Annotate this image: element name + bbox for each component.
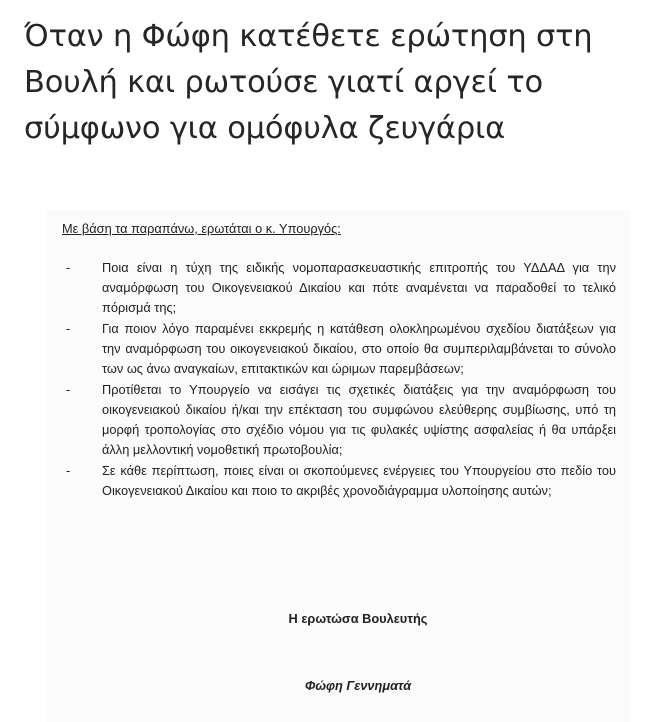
- question-text: Προτίθεται το Υπουργείο να εισάγει τις σχετικές διατάξεις για την αναμόρφωση του οικογενειακού δικαίου ή/και την επέκταση του συμφώνου ελεύθερης συμβίωσης, υπό τη μορφή τροπολογίας στο σχέδιο νόμου για τις φυλακές υψίστης ασφαλείας ή θα υπάρξει άλλη μελλοντική νομοθετική πρωτοβουλία;: [102, 382, 616, 457]
- bullet-dash: -: [66, 321, 71, 336]
- question-item: [46, 319, 630, 379]
- question-item: [46, 258, 630, 318]
- signature-title: Η ερωτώσα Βουλευτής: [288, 611, 428, 626]
- document-scan: [46, 210, 630, 722]
- question-item: [46, 380, 630, 460]
- bullet-dash: -: [66, 382, 71, 397]
- signature-name: Φώφη Γεννηματά: [304, 678, 412, 693]
- article-headline: [24, 14, 629, 152]
- bullet-dash: -: [66, 260, 71, 275]
- headline-line-2: Βουλή και ρωτούσε γιατί αργεί το: [24, 65, 543, 100]
- question-text: Σε κάθε περίπτωση, ποιες είναι οι σκοπούμενες ενέργειες του Υπουργείου στο πεδίο του Οικογενειακού Δικαίου και ποιο το ακριβές χρονοδιάγραμμα υλοποίησης αυτών;: [102, 463, 616, 498]
- question-list: [46, 258, 630, 502]
- headline-line-3: σύμφωνο για ομόφυλα ζευγάρια: [24, 111, 506, 146]
- document-intro: Με βάση τα παραπάνω, ερωτάται ο κ. Υπουργός:: [62, 221, 341, 236]
- question-text: Ποια είναι η τύχη της ειδικής νομοπαρασκευαστικής επιτροπής του ΥΔΔΑΔ για την αναμόρφωση του Οικογενειακού Δικαίου και πότε αναμένεται να παραδοθεί το τελικό πόρισμά της;: [102, 260, 616, 315]
- bullet-dash: -: [66, 463, 71, 478]
- question-text: Για ποιον λόγο παραμένει εκκρεμής η κατάθεση ολοκληρωμένου σχεδίου διατάξεων για την αναμόρφωση του οικογενειακού δικαίου, στο οποίο θα συμπεριλαμβάνεται το σύνολο των ως άνω αναγκαίων, επιτακτικών και ώριμων παρεμβάσεων;: [102, 321, 616, 376]
- headline-line-1: Όταν η Φώφη κατέθετε ερώτηση στη: [24, 19, 593, 54]
- question-item: [46, 461, 630, 501]
